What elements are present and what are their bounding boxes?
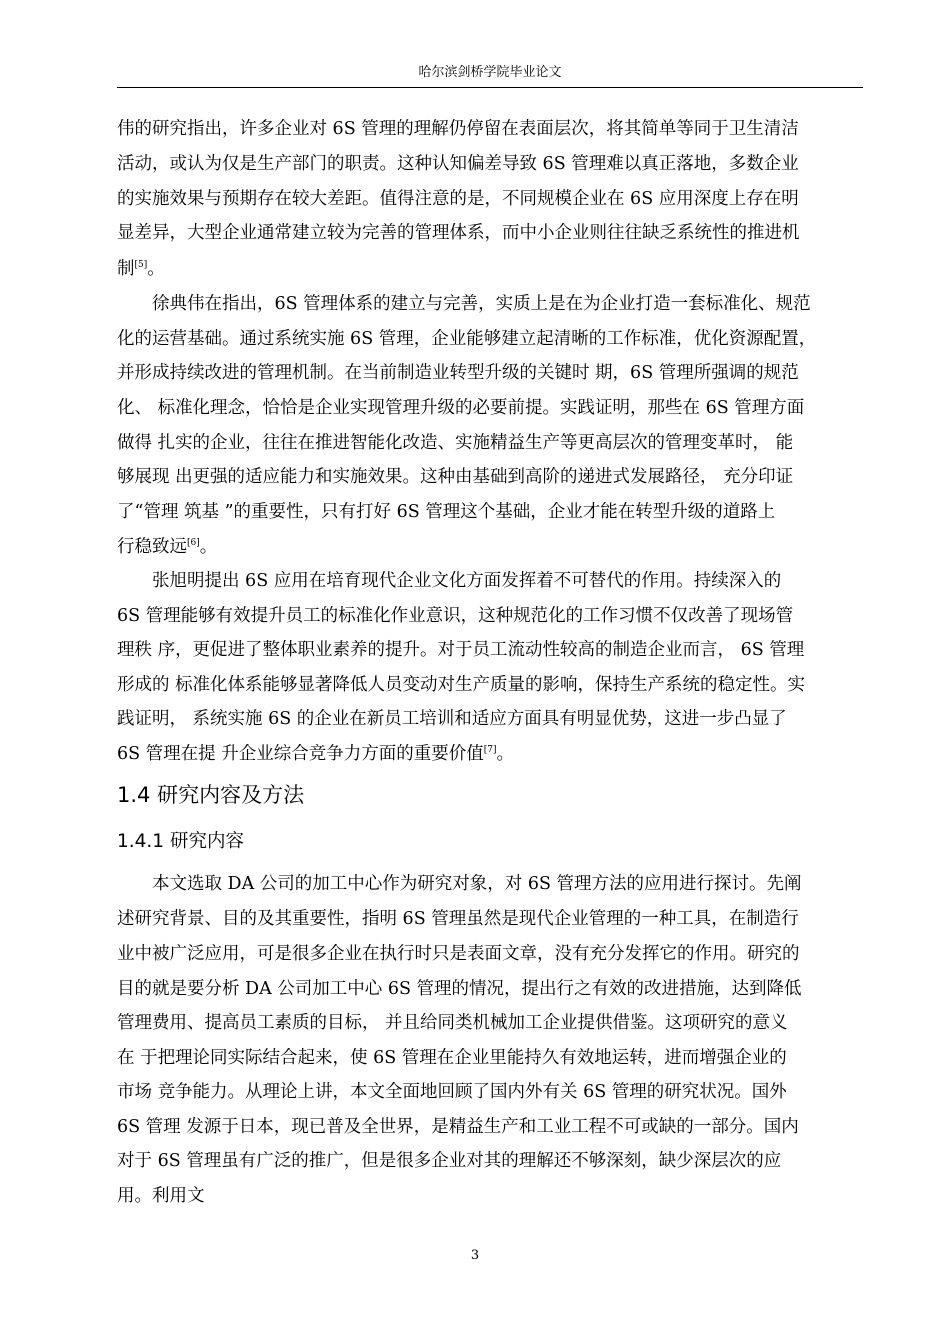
citation-marker: [7] — [483, 745, 497, 756]
subsection-heading: 1.4.1 研究内容 — [117, 831, 244, 852]
citation-marker: [6] — [187, 538, 200, 549]
text-line: 目的就是要分析 DA 公司加工中心 6S 管理的情况，提出行之有效的改进措施，达到降低 — [117, 979, 802, 999]
text-line-last — [117, 742, 863, 766]
text-line: 业中被广泛应用，可是很多企业在执行时只是表面文章，没有充分发挥它的作用。研究的 — [117, 944, 800, 964]
text-line: 在 于把理论同实际结合起来，使 6S 管理在企业里能持久有效地运转，进而增强企业的 — [117, 1048, 787, 1068]
text-line: 活动，或认为仅是生产部门的职责。这种认知偏差导致 6S 管理难以真正落地，多数企业 — [117, 154, 799, 174]
text-line: 6S 管理能够有效提升员工的标准化作业意识，这种规范化的工作习惯不仅改善了现场管 — [117, 606, 794, 626]
text-run: 行稳致远 — [117, 537, 187, 557]
text-line: 并形成持续改进的管理机制。在当前制造业转型升级的关键时 期，6S 管理所强调的规范 — [117, 363, 799, 383]
text-line: 够展现 出更强的适应能力和实施效果。这种由基础到高阶的递进式发展路径， 充分印证 — [117, 467, 794, 487]
text-line: 市场 竞争能力。从理论上讲，本文全面地回顾了国内外有关 6S 管理的研究状况。国外 — [117, 1082, 787, 1102]
text-line: 张旭明提出 6S 应用在培育现代企业文化方面发挥着不可替代的作用。持续深入的 — [152, 571, 782, 591]
section-heading: 1.4 研究内容及方法 — [117, 783, 305, 807]
text-run: 制 — [117, 259, 135, 279]
text-line: 用。利用文 — [117, 1186, 205, 1206]
text-line: 了“管理 筑基 ”的重要性，只有打好 6S 管理这个基础，企业才能在转型升级的道路上 — [117, 502, 776, 522]
text-run: 。 — [496, 744, 514, 764]
text-line: 做得 扎实的企业，往往在推进智能化改造、实施精益生产等更高层次的管理变革时， 能 — [117, 433, 794, 453]
text-line: 形成的 标准化体系能够显著降低人员变动对生产质量的影响，保持生产系统的稳定性。实 — [117, 675, 806, 695]
text-run: 。 — [147, 259, 165, 279]
text-run: 6S 管理在提 升企业综合竞争力方面的重要价值 — [117, 744, 484, 764]
text-line: 理秩 序，更促进了整体职业素养的提升。对于员工流动性较高的制造企业而言， 6S 管理 — [117, 640, 805, 660]
text-run: 。 — [199, 537, 218, 557]
header-divider — [117, 87, 863, 88]
text-line-last — [117, 535, 863, 559]
text-line: 化、 标准化理念，恰恰是企业实现管理升级的必要前提。实践证明，那些在 6S 管理方面 — [117, 398, 805, 418]
text-line: 6S 管理 发源于日本，现已普及全世界，是精益生产和工业工程不可或缺的一部分。国内 — [117, 1117, 799, 1137]
text-line: 对于 6S 管理虽有广泛的推广，但是很多企业对其的理解还不够深刻，缺少深层次的应 — [117, 1151, 782, 1171]
text-line: 管理费用、提高员工素质的目标， 并且给同类机械加工企业提供借鉴。这项研究的意义 — [117, 1013, 788, 1033]
text-line: 徐典伟在指出，6S 管理体系的建立与完善，实质上是在为企业打造一套标准化、规范 — [152, 294, 811, 314]
page-number: 3 — [470, 1248, 480, 1263]
text-line: 伟的研究指出，许多企业对 6S 管理的理解仍停留在表面层次，将其简单等同于卫生清洁 — [117, 119, 799, 139]
text-line: 践证明， 系统实施 6S 的企业在新员工培训和适应方面具有明显优势，这进一步凸显了 — [117, 709, 787, 729]
text-line: 述研究背景、目的及其重要性，指明 6S 管理虽然是现代企业管理的一种工具，在制造行 — [117, 909, 799, 929]
text-line-last — [117, 257, 863, 281]
text-line: 显差异，大型企业通常建立较为完善的管理体系，而中小企业则往往缺乏系统性的推进机 — [117, 223, 800, 243]
running-header: 哈尔滨剑桥学院毕业论文 — [418, 65, 562, 80]
text-line: 化的运营基础。通过系统实施 6S 管理，企业能够建立起清晰的工作标准，优化资源配置， — [117, 329, 817, 349]
text-line: 的实施效果与预期存在较大差距。值得注意的是，不同规模企业在 6S 应用深度上存在明 — [117, 189, 799, 209]
text-line: 本文选取 DA 公司的加工中心作为研究对象，对 6S 管理方法的应用进行探讨。先阐 — [152, 874, 802, 894]
citation-marker: [5] — [134, 260, 148, 271]
